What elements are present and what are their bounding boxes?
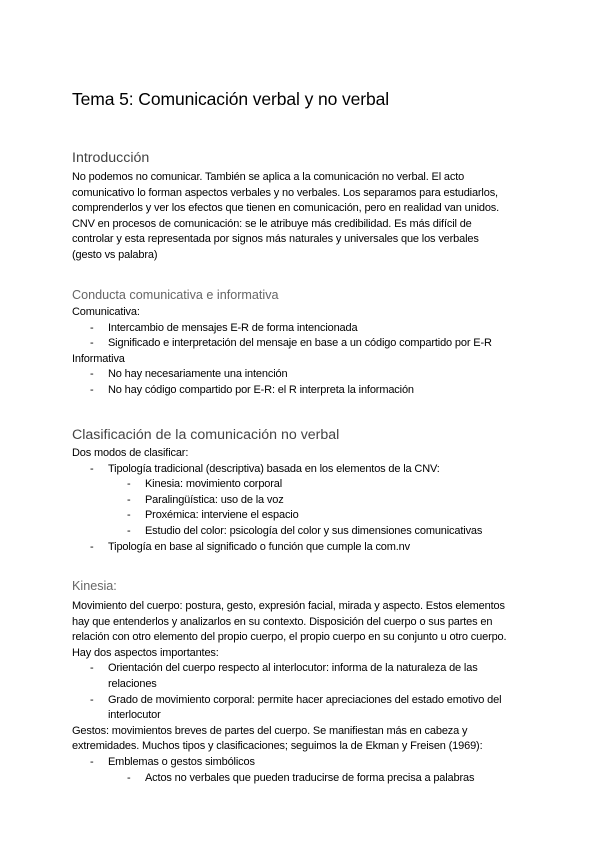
list-item-text: relaciones: [108, 677, 157, 690]
kinesia-line: hay que entenderlos y analizarlos en su contexto. Disposición del cuerpo o sus partes en: [72, 615, 493, 628]
bullet-dash: -: [90, 368, 94, 381]
bullet-dash: -: [90, 693, 94, 706]
informativa-label: Informativa: [72, 352, 125, 365]
list-item-text: Proxémica: interviene el espacio: [145, 509, 299, 522]
bullet-dash: -: [90, 383, 94, 396]
intro-line: comprenderlos y ver los efectos que tienen en comunicación, pero en realidad van unidos.: [72, 202, 500, 215]
bullet-dash: -: [90, 321, 94, 334]
sub-list-item: [72, 508, 544, 524]
list-item: [72, 661, 544, 677]
kinesia-heading: Kinesia:: [72, 579, 117, 593]
list-item: [72, 336, 544, 352]
kinesia-line: Hay dos aspectos importantes:: [72, 646, 219, 659]
list-item: [72, 755, 544, 771]
bullet-dash: -: [127, 478, 131, 491]
bullet-dash: -: [127, 524, 131, 537]
list-item-text: No hay necesariamente una intención: [108, 368, 288, 381]
bullet-dash: -: [90, 755, 94, 768]
aspectos-list: [72, 661, 544, 723]
list-item-text: Emblemas o gestos simbólicos: [108, 755, 255, 768]
gestos-line: extremidades. Muchos tipos y clasificaciones; seguimos la de Ekman y Freisen (1969):: [72, 740, 483, 753]
list-item: [72, 462, 544, 478]
list-item-text: interlocutor: [108, 709, 161, 722]
kinesia-line: Movimiento del cuerpo: postura, gesto, expresión facial, mirada y aspecto. Estos elementos: [72, 600, 505, 612]
sub-list-item: [72, 493, 544, 509]
intro-line: CNV en procesos de comunicación: se le atribuye más credibilidad. Es más difícil de: [72, 217, 472, 230]
list-item-text: Tipología en base al significado o función que cumple la com.nv: [108, 540, 410, 553]
list-item: [72, 383, 544, 399]
page-title: Tema 5: Comunicación verbal y no verbal: [72, 89, 390, 109]
list-item-text: Estudio del color: psicología del color y sus dimensiones comunicativas: [145, 524, 483, 537]
conducta-heading: Conducta comunicativa e informativa: [72, 288, 279, 302]
clasificacion-intro: Dos modos de clasificar:: [72, 447, 189, 459]
list-item-text: Paralingüística: uso de la voz: [145, 493, 284, 506]
list-item-text: Tipología tradicional (descriptiva) basada en los elementos de la CNV:: [108, 462, 440, 475]
intro-paragraph: [72, 170, 544, 264]
list-item: [72, 693, 544, 709]
list-item: [72, 367, 544, 383]
clasificacion-section: [72, 446, 544, 555]
bullet-dash: -: [90, 540, 94, 553]
intro-line: (gesto vs palabra): [72, 248, 158, 261]
kinesia-line: relación con otro elemento del propio cuerpo, el propio cuerpo en su conjunto u otro cuerpo.: [72, 631, 507, 644]
comunicativa-list: [72, 321, 544, 352]
intro-heading: Introducción: [72, 150, 150, 166]
list-item-text: Actos no verbales que pueden traducirse de forma precisa a palabras: [145, 771, 475, 784]
list-item-text: Grado de movimiento corporal: permite hacer apreciaciones del estado emotivo del: [108, 693, 502, 706]
intro-line: comunicativo lo forman aspectos verbales y no verbales. Los separamos para estudiarlos,: [72, 186, 498, 199]
bullet-dash: -: [90, 337, 94, 350]
list-item-continuation: [72, 708, 544, 724]
bullet-dash: -: [90, 462, 94, 475]
conducta-section: [72, 305, 544, 399]
list-item: [72, 321, 544, 337]
list-item-text: Significado e interpretación del mensaje en base a un código compartido por E-R: [108, 337, 492, 350]
list-item-continuation: [72, 677, 544, 693]
clasificacion-list: [72, 462, 544, 556]
gestos-list: [72, 755, 544, 786]
bullet-dash: -: [127, 493, 131, 506]
bullet-dash: -: [127, 771, 131, 784]
clasificacion-heading: Clasificación de la comunicación no verbal: [72, 427, 340, 443]
list-item-text: Kinesia: movimiento corporal: [145, 478, 283, 491]
gestos-line: Gestos: movimientos breves de partes del cuerpo. Se manifiestan más en cabeza y: [72, 724, 468, 737]
kinesia-section: [72, 599, 544, 786]
sub-list-item: [72, 477, 544, 493]
intro-line: controlar y esta representada por signos más naturales y universales que los verbales: [72, 233, 479, 246]
sub-list-item: [72, 771, 544, 787]
list-item: [72, 540, 544, 556]
informativa-list: [72, 367, 544, 398]
bullet-dash: -: [127, 509, 131, 522]
list-item-text: Intercambio de mensajes E-R de forma intencionada: [108, 321, 358, 334]
comunicativa-label: Comunicativa:: [72, 306, 140, 318]
list-item-text: Orientación del cuerpo respecto al interlocutor: informa de la naturaleza de las: [108, 662, 478, 675]
sub-list-item: [72, 524, 544, 540]
bullet-dash: -: [90, 662, 94, 675]
list-item-text: No hay código compartido por E-R: el R interpreta la información: [108, 383, 414, 396]
intro-line: No podemos no comunicar. También se aplica a la comunicación no verbal. El acto: [72, 171, 465, 183]
